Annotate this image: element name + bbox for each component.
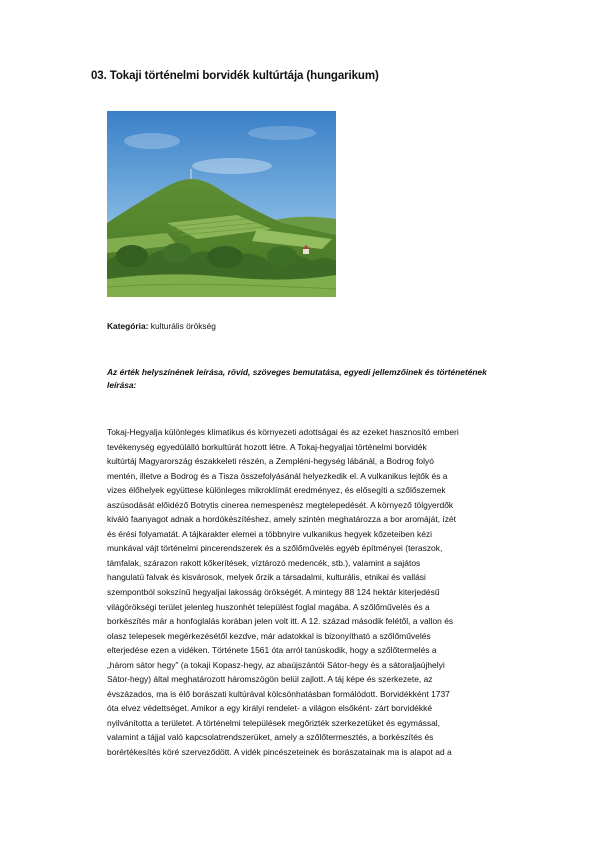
body-line: és érési folyamatát. A tájkarakter elemei a többnyire vulkanikus hegyek kőzeteiben kézi	[107, 528, 433, 539]
section-heading: Az érték helyszínének leírása, rövid, szöveges bemutatása, egyedi jellemzőinek és történetének leírása:	[107, 367, 487, 390]
body-line: munkával vájt történelmi pincerendszerek és a szőlőművelés egyéb építményei (teraszok,	[107, 543, 443, 554]
category-label: Kategória:	[107, 321, 149, 331]
body-text	[107, 425, 527, 760]
category-line	[107, 321, 216, 331]
body-line: valamint a tájjal való kapcsolatrendszerüket, amely a szőlőtermesztés, a borkészítés és	[107, 732, 434, 743]
body-line: mentén, illetve a Bodrog és a Tisza összefolyásánál helyezkedik el. A vulkanikus lejtők és a	[107, 470, 448, 481]
body-line: hangulatú falvak és kisvárosok, melyek őrzik a társadalmi, kulturális, etnikai és vallási	[107, 572, 426, 583]
body-line: támfalak, szárazon rakott kőkerítések, víztározó medencék, stb.), valamint a sajátos	[107, 557, 421, 568]
document-title: 03. Tokaji történelmi borvidék kultúrtája (hungarikum)	[91, 70, 379, 82]
body-line: tevékenység egyedülálló borkultúrát hozott létre. A Tokaj-hegyaljai történelmi borvidék	[107, 441, 427, 452]
body-line: borkészítés már a honfoglalás korában jelen volt itt. A 12. század második felétől, a vallon és	[107, 616, 454, 627]
body-line: kiváló faanyagot adnak a hordókészítéshez, amely szintén meghatározza a bor aromáját, ízét	[107, 514, 456, 525]
body-line: „három sátor hegy" (a tokaji Kopasz-hegy, az abaújszántói Sátor-hegy és a sátoraljaújhelyi	[107, 659, 445, 670]
body-line: borértékesítés köré szerveződött. A vidék pincészeteinek és borászatainak ma is alapot ad a	[107, 747, 452, 758]
body-line: kultúrtáj Magyarország északkeleti részén, a Zempléni-hegység lábánál, a Bodrog folyó	[107, 456, 434, 467]
body-line: óta elvez védettséget. Amikor a egy királyi rendelet- a világon elsőként- zárt borvidékké	[107, 703, 433, 714]
body-line: olasz telepesek megérkezésétől kezdve, már adatokkal is bizonyítható a szőlőművelés	[107, 630, 431, 641]
body-line: Sátor-hegy) által meghatározott háromszögön belül zajlott. A táj képe és szerkezete, az	[107, 674, 433, 685]
body-line: nyilvánította a területet. A történelmi települések megőrizték szerkezetüket és egymással,	[107, 717, 440, 728]
landscape-photo	[107, 111, 336, 297]
body-line: évszázados, ma is élő borászati kultúrával kölcsönhatásban formálódott. Borvidékként 1737	[107, 688, 450, 699]
category-value: kulturális örökség	[150, 321, 216, 331]
body-line: elterjedése ezen a vidéken. Története 1561 óta arról tanúskodik, hogy a szőlőtermelés a	[107, 645, 437, 656]
body-line: aszúsodását előidéző Botrytis cinerea nemespenész megtelepedését. A környező tölgyerdők	[107, 499, 454, 510]
body-line: vizes élőhelyek együttese különleges mikroklímát eredményez, és elősegíti a szőlőszemek	[107, 485, 446, 496]
body-line: világörökségi terület jelenleg huszonhét települést foglal magába. A szőlőművelés és a	[107, 601, 430, 612]
body-line: Tokaj-Hegyalja különleges klimatikus és környezeti adottságai és az ezeket hasznosító emberi	[107, 427, 459, 437]
body-line: szempontból sokszínű hegyaljai lakosság örökségét. A mintegy 88 124 hektár kiterjedésű	[107, 587, 440, 598]
